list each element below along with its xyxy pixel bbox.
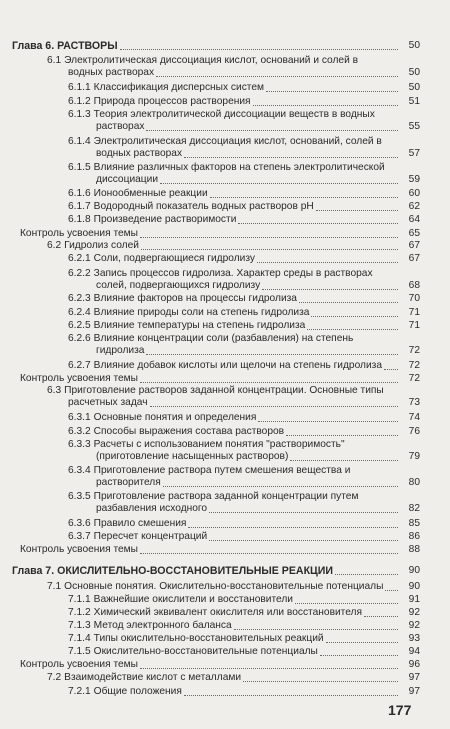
toc-page-number: 68 xyxy=(408,280,420,291)
toc-entry-number: 6.1.4 xyxy=(68,136,91,147)
toc-entry-title: Влияние температуры на степень гидролиза xyxy=(93,320,306,331)
toc-entry[interactable] xyxy=(68,307,309,319)
toc-entry-continuation: диссоциации xyxy=(96,174,159,185)
toc-entry[interactable] xyxy=(68,109,375,121)
dot-leader xyxy=(146,130,398,131)
toc-entry-title: Классификация дисперсных систем xyxy=(93,82,265,93)
toc-entry[interactable] xyxy=(20,373,138,385)
dot-leader xyxy=(290,460,398,461)
dot-leader xyxy=(257,262,398,263)
toc-entry-number: 6.3.1 xyxy=(68,412,91,423)
toc-entry[interactable] xyxy=(68,253,255,265)
toc-page-number: 67 xyxy=(408,253,420,264)
toc-entry-number: 6.3.2 xyxy=(68,426,91,437)
toc-page-number: 97 xyxy=(408,672,420,683)
toc-entry[interactable] xyxy=(47,672,241,684)
toc-entry-title: Окислительно-восстановительные потенциалы xyxy=(93,646,318,657)
toc-entry-number: 6.3.3 xyxy=(68,439,91,450)
dot-leader xyxy=(184,695,398,696)
toc-entry[interactable] xyxy=(68,646,318,658)
toc-entry[interactable] xyxy=(68,136,382,148)
toc-page-number: 72 xyxy=(408,345,420,356)
toc-entry-title: Электролитическая диссоциация кислот, оснований и солей в xyxy=(64,55,359,66)
dot-leader xyxy=(307,329,398,330)
toc-page-number: 51 xyxy=(408,96,420,107)
toc-page-number: 79 xyxy=(408,451,420,462)
toc-entry-number: 6.1.6 xyxy=(68,188,91,199)
toc-entry-number: 6.1.2 xyxy=(68,96,91,107)
toc-page-number: 86 xyxy=(408,531,420,542)
toc-page-number: 71 xyxy=(408,320,420,331)
toc-entry-title: Приготовление раствора заданной концентрации путем xyxy=(93,491,359,502)
toc-entry-continuation: расчетных задач xyxy=(68,397,148,408)
toc-page-number: 72 xyxy=(408,360,420,371)
toc-entry-title: Запись процессов гидролиза. Характер среды в растворах xyxy=(93,268,373,279)
toc-entry-continuation: водных растворах xyxy=(68,67,155,78)
toc-entry-continuation: солей, подвергающихся гидролизу xyxy=(96,280,261,291)
toc-entry-number: 6.2.7 xyxy=(68,360,91,371)
dot-leader xyxy=(140,237,398,238)
toc-page-number: 93 xyxy=(408,633,420,644)
toc-entry-title: Общие положения xyxy=(93,686,182,697)
toc-entry[interactable] xyxy=(20,544,138,556)
toc-entry-continuation: разбавления исходного xyxy=(96,503,208,514)
toc-page-number: 80 xyxy=(408,477,420,488)
dot-leader xyxy=(209,512,398,513)
toc-page-number: 50 xyxy=(408,82,420,93)
toc-entry-number: 6.2.6 xyxy=(68,333,91,344)
toc-entry[interactable] xyxy=(68,82,264,94)
toc-entry-number: 6.1.1 xyxy=(68,82,91,93)
toc-entry-continuation: (приготовление насыщенных растворов) xyxy=(96,451,289,462)
dot-leader xyxy=(160,183,398,184)
toc-entry-title: Водородный показатель водных растворов pH xyxy=(93,201,314,212)
toc-entry-title: Приготовление растворов заданной концентрации. Основные типы xyxy=(64,385,384,396)
toc-page-number: 74 xyxy=(408,412,420,423)
dot-leader xyxy=(320,655,398,656)
dot-leader xyxy=(316,210,398,211)
toc-entry[interactable] xyxy=(68,607,362,619)
toc-entry-title: Взаимодействие кислот с металлами xyxy=(64,672,242,683)
toc-entry-number: 7.1 xyxy=(47,581,62,592)
toc-entry-title: Природа процессов растворения xyxy=(93,96,251,107)
toc-entry[interactable] xyxy=(68,518,186,530)
toc-entry-continuation: водных растворах xyxy=(96,148,183,159)
toc-entry-continuation: растворах xyxy=(96,121,145,132)
dot-leader xyxy=(299,302,398,303)
toc-page-number: 96 xyxy=(408,659,420,670)
dot-leader xyxy=(156,76,398,77)
toc-entry-number: 6.2 xyxy=(47,240,62,251)
toc-page-number: 70 xyxy=(408,293,420,304)
toc-entry-title: Контроль усвоения темы xyxy=(20,373,138,384)
toc-entry-number: 7.1.1 xyxy=(68,594,91,605)
toc-entry-number: 7.1.5 xyxy=(68,646,91,657)
toc-page-number: 64 xyxy=(408,214,420,225)
toc-entry[interactable] xyxy=(20,659,138,671)
toc-entry[interactable] xyxy=(20,228,138,240)
toc-entry-title: Электролитическая диссоциация кислот, оснований, солей в xyxy=(93,136,382,147)
toc-page-number: 73 xyxy=(408,397,420,408)
dot-leader xyxy=(335,574,398,575)
toc-entry[interactable] xyxy=(68,633,324,645)
toc-entry-title: Метод электронного баланса xyxy=(93,620,232,631)
dot-leader xyxy=(209,540,398,541)
toc-page-number: 92 xyxy=(408,607,420,618)
toc-entry-title: Основные понятия и определения xyxy=(93,412,257,423)
toc-entry-number: 6.1.8 xyxy=(68,214,91,225)
dot-leader xyxy=(141,249,398,250)
toc-entry-title: Приготовление раствора путем смешения вещества и xyxy=(93,465,351,476)
toc-entry-title: Влияние факторов на процессы гидролиза xyxy=(93,293,297,304)
toc-page-number: 57 xyxy=(408,148,420,159)
toc-entry[interactable] xyxy=(68,214,236,226)
toc-entry-continuation: растворителя xyxy=(96,477,161,488)
toc-entry[interactable] xyxy=(68,268,373,280)
toc-entry-title: Способы выражения состава растворов xyxy=(93,426,285,437)
toc-entry-title: Влияние природы соли на степень гидролиза xyxy=(93,307,310,318)
toc-entry[interactable] xyxy=(68,201,314,213)
toc-entry-number: 6.3.7 xyxy=(68,531,91,542)
toc-entry-number: 6.2.3 xyxy=(68,293,91,304)
toc-page-number: 72 xyxy=(408,373,420,384)
toc-page-number: 92 xyxy=(408,620,420,631)
toc-entry-number: 6.2.2 xyxy=(68,268,91,279)
toc-entry-number: 6.3 xyxy=(47,385,62,396)
toc-entry[interactable] xyxy=(68,620,232,632)
toc-entry-title: Контроль усвоения темы xyxy=(20,228,138,239)
toc-entry-number: 6.3.6 xyxy=(68,518,91,529)
toc-entry-number: Глава 7. xyxy=(12,565,55,577)
toc-page-number: 88 xyxy=(408,544,420,555)
toc-entry[interactable] xyxy=(68,465,350,477)
toc-entry-number: 6.1.3 xyxy=(68,109,91,120)
dot-leader xyxy=(286,435,398,436)
toc-page-number: 50 xyxy=(408,40,420,51)
dot-leader xyxy=(238,223,398,224)
toc-page-number: 90 xyxy=(408,565,420,576)
toc-entry-number: 7.1.3 xyxy=(68,620,91,631)
toc-page-number: 91 xyxy=(408,594,420,605)
toc-entry[interactable] xyxy=(68,426,284,438)
toc-entry[interactable] xyxy=(68,320,305,332)
toc-entry-title: Расчеты с использованием понятия "растворимость" xyxy=(93,439,345,450)
dot-leader xyxy=(140,668,398,669)
toc-entry[interactable] xyxy=(47,385,384,397)
dot-leader xyxy=(120,49,398,50)
toc-entry-title: Типы окислительно-восстановительных реакций xyxy=(93,633,324,644)
toc-entry[interactable] xyxy=(47,240,139,252)
toc-entry-number: 6.1 xyxy=(47,55,62,66)
toc-entry[interactable] xyxy=(68,412,256,424)
dot-leader xyxy=(295,603,398,604)
dot-leader xyxy=(364,616,398,617)
toc-entry-number: 7.1.2 xyxy=(68,607,91,618)
dot-leader xyxy=(258,421,398,422)
toc-entry-number: 6.1.5 xyxy=(68,162,91,173)
toc-entry-title: Важнейшие окислители и восстановители xyxy=(93,594,293,605)
dot-leader xyxy=(253,105,398,106)
dot-leader xyxy=(385,590,398,591)
toc-entry-number: 7.2.1 xyxy=(68,686,91,697)
toc-entry[interactable] xyxy=(68,360,382,372)
toc-entry[interactable] xyxy=(47,581,383,593)
toc-entry-title: Влияние различных факторов на степень электролитической xyxy=(93,162,385,173)
toc-entry-title: Произведение растворимости xyxy=(93,214,237,225)
toc-entry-title: Пересчет концентраций xyxy=(93,531,208,542)
toc-entry[interactable] xyxy=(68,96,251,108)
toc-entry-title: Ионообменные реакции xyxy=(93,188,208,199)
toc-entry[interactable] xyxy=(68,594,293,606)
toc-entry-title: Правило смешения xyxy=(93,518,187,529)
toc-entry-continuation: гидролиза xyxy=(96,345,145,356)
toc-page-number: 82 xyxy=(408,503,420,514)
toc-entry-number: 6.2.4 xyxy=(68,307,91,318)
toc-entry-title: Гидролиз солей xyxy=(64,240,139,251)
dot-leader xyxy=(150,406,398,407)
dot-leader xyxy=(184,157,398,158)
toc-entry-number: 6.3.5 xyxy=(68,491,91,502)
dot-leader xyxy=(188,527,398,528)
dot-leader xyxy=(243,681,398,682)
toc-page-number: 97 xyxy=(408,686,420,697)
toc-page-number: 85 xyxy=(408,518,420,529)
dot-leader xyxy=(262,289,398,290)
dot-leader xyxy=(140,553,398,554)
toc-entry-number: 6.2.1 xyxy=(68,253,91,264)
toc-entry[interactable] xyxy=(68,686,182,698)
toc-entry[interactable] xyxy=(68,162,385,174)
toc-page-number: 94 xyxy=(408,646,420,657)
toc-entry-title: Влияние концентрации соли (разбавления) на степень xyxy=(93,333,354,344)
toc-entry[interactable] xyxy=(68,188,208,200)
dot-leader xyxy=(311,316,398,317)
toc-entry-number: 7.2 xyxy=(47,672,62,683)
dot-leader xyxy=(326,642,398,643)
dot-leader xyxy=(210,197,398,198)
dot-leader xyxy=(234,629,398,630)
toc-page-number: 76 xyxy=(408,426,420,437)
toc-entry[interactable] xyxy=(68,491,358,503)
toc-entry-number: Глава 6. xyxy=(12,40,55,52)
toc-entry[interactable] xyxy=(68,439,345,451)
toc-entry[interactable] xyxy=(47,55,358,67)
toc-entry-title: Соли, подвергающиеся гидролизу xyxy=(93,253,256,264)
dot-leader xyxy=(163,486,398,487)
toc-entry-number: 6.3.4 xyxy=(68,465,91,476)
toc-page-number: 90 xyxy=(408,581,420,592)
toc-entry[interactable] xyxy=(12,565,333,577)
toc-entry-number: 6.1.7 xyxy=(68,201,91,212)
toc-entry-title: Основные понятия. Окислительно-восстановительные потенциалы xyxy=(64,581,384,592)
toc-page-number: 59 xyxy=(408,174,420,185)
toc-page-number: 71 xyxy=(408,307,420,318)
toc-entry[interactable] xyxy=(68,333,353,345)
toc-page-number: 60 xyxy=(408,188,420,199)
toc-entry[interactable] xyxy=(68,293,297,305)
toc-entry-title: Влияние добавок кислоты или щелочи на степень гидролиза xyxy=(93,360,383,371)
toc-entry-title: Контроль усвоения темы xyxy=(20,659,138,670)
toc-entry-title: РАСТВОРЫ xyxy=(57,40,118,52)
toc-entry-title: ОКИСЛИТЕЛЬНО-ВОССТАНОВИТЕЛЬНЫЕ РЕАКЦИИ xyxy=(57,565,334,577)
dot-leader xyxy=(140,382,398,383)
dot-leader xyxy=(146,354,398,355)
toc-entry-number: 7.1.4 xyxy=(68,633,91,644)
toc-page-number: 62 xyxy=(408,201,420,212)
dot-leader xyxy=(266,91,398,92)
toc-page-number: 65 xyxy=(408,228,420,239)
toc-entry-title: Химический эквивалент окислителя или восстановителя xyxy=(93,607,363,618)
page-number: 177 xyxy=(388,702,412,718)
toc-page-number: 50 xyxy=(408,67,420,78)
toc-page-number: 55 xyxy=(408,121,420,132)
toc-entry-number: 6.2.5 xyxy=(68,320,91,331)
toc-entry-title: Контроль усвоения темы xyxy=(20,544,138,555)
toc-entry-title: Теория электролитической диссоциации веществ в водных xyxy=(93,109,375,120)
toc-entry[interactable] xyxy=(12,40,118,52)
toc-entry[interactable] xyxy=(68,531,207,543)
toc-page-number: 67 xyxy=(408,240,420,251)
dot-leader xyxy=(384,369,398,370)
